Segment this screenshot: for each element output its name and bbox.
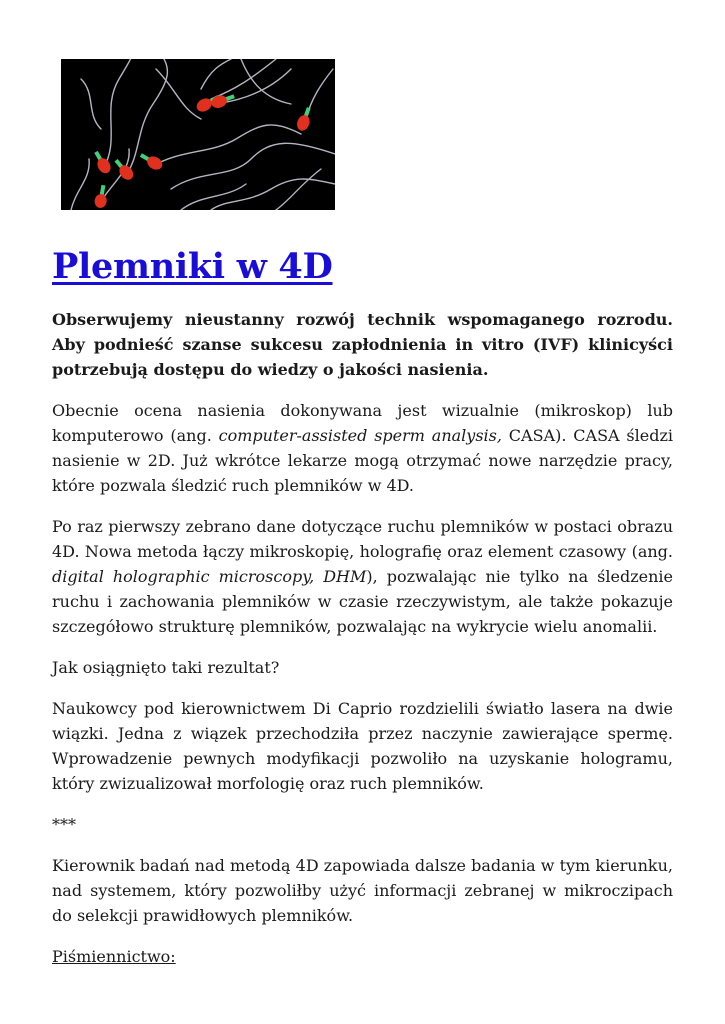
paragraph-method: Naukowcy pod kierownictwem Di Caprio rozdzielili światło lasera na dwie wiązki. Jedna z wiązek przechodziła przez naczynie zawierające spermę. Wprowadzenie pewnych modyfikacji pozwoliło na uzyskanie hologramu, który zwizualizował morfologię oraz ruch plemników. xyxy=(52,699,673,793)
references-heading: Piśmiennictwo: xyxy=(52,947,176,966)
article-body xyxy=(52,307,673,985)
sperm-cells-illustration xyxy=(61,59,335,210)
article-lead: Obserwujemy nieustanny rozwój technik wspomaganego rozrodu. Aby podnieść szanse sukcesu zapłodnienia in vitro (IVF) klinicyści potrzebują dostępu do wiedzy o jakości nasienia. xyxy=(52,310,673,379)
emphasis-casa: computer-assisted sperm analysis, xyxy=(218,426,502,445)
paragraph-casa: Obecnie ocena nasienia dokonywana jest wizualnie (mikroskop) lub komputerowo (ang. computer-assisted sperm analysis, CASA). CASA śledzi nasienie w 2D. Już wkrótce lekarze mogą otrzymać nowe narzędzie pracy, które pozwala śledzić ruch plemników w 4D. xyxy=(52,401,674,495)
paragraph-dhm: Po raz pierwszy zebrano dane dotyczące ruchu plemników w postaci obrazu 4D. Nowa metoda łączy mikroskopię, holografię oraz element czasowy (ang. digital holographic microscopy, DHM), pozwalając nie tylko na śledzenie ruchu i zachowania plemników w czasie rzeczywistym, ale także pokazuje szczegółowo strukturę plemników, pozwalając na wykrycie wielu anomalii. xyxy=(52,517,674,636)
section-separator: *** xyxy=(52,815,76,834)
paragraph-future: Kierownik badań nad metodą 4D zapowiada dalsze badania w tym kierunku, nad systemem, który pozwoliłby użyć informacji zebranej w mikroczipach do selekcji prawidłowych plemników. xyxy=(52,856,673,925)
article-image xyxy=(61,59,335,210)
emphasis-dhm: digital holographic microscopy, DHM xyxy=(52,567,367,586)
article-title-link[interactable]: Plemniki w 4D xyxy=(52,246,333,287)
paragraph-question: Jak osiągnięto taki rezultat? xyxy=(52,658,280,677)
